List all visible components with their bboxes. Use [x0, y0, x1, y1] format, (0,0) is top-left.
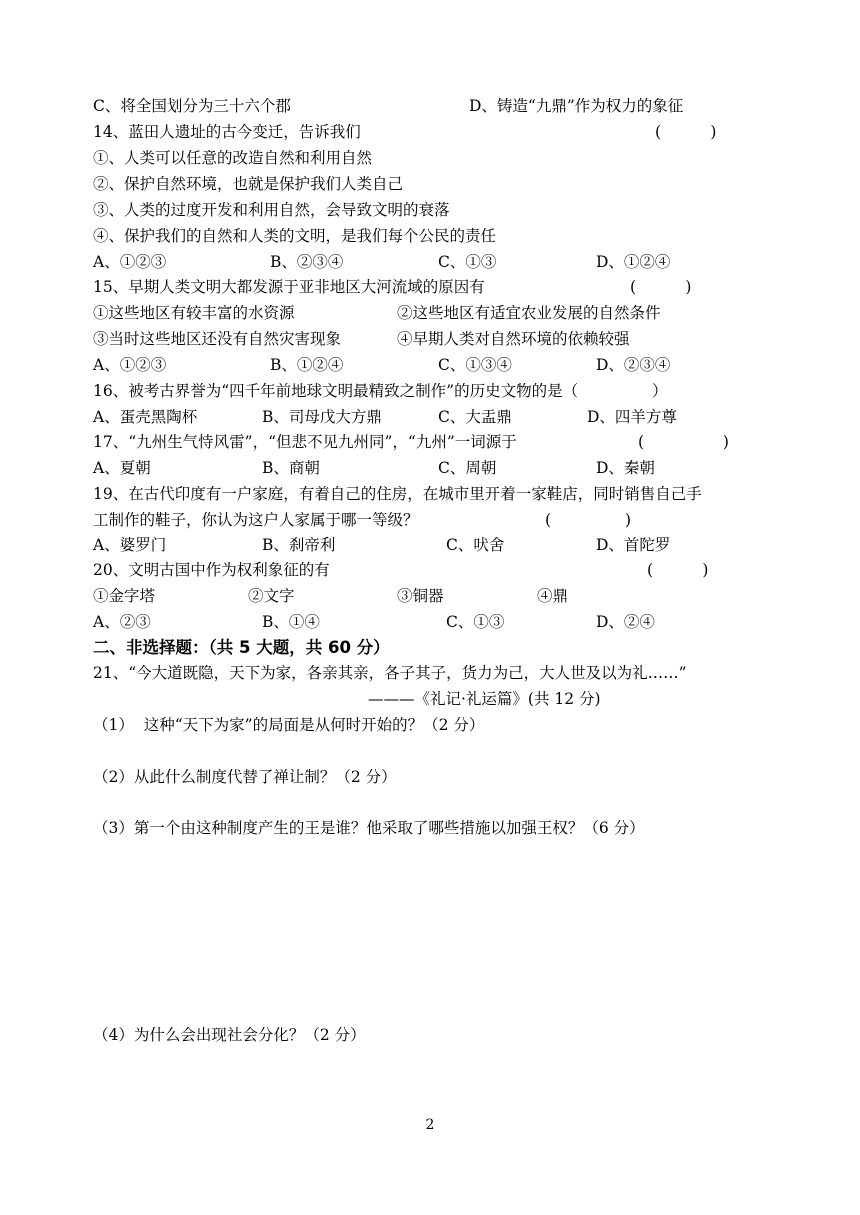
q14-option-b: B、②③④: [270, 253, 344, 271]
section-heading: 二、非选择题：（共 5 大题，共 60 分）: [93, 638, 390, 657]
q14-item-3: ③、人类的过度开发和利用自然，会导致文明的衰落: [93, 201, 450, 219]
q21-sub-question-1: （1） 这种“天下为家”的局面是从何时开始的？（2 分）: [93, 716, 485, 734]
q15-option-d: D、②③④: [596, 356, 671, 374]
q15-option-c: C、①③④: [438, 356, 512, 374]
q19-answer-blank: ( ): [545, 511, 631, 529]
q14-option-a: A、①②③: [93, 253, 167, 271]
q20-option-a: A、②③: [93, 613, 151, 631]
q15-option-a: A、①②③: [93, 356, 167, 374]
q19-option-a: A、婆罗门: [93, 536, 167, 554]
q17-option-b: B、商朝: [262, 459, 320, 477]
q17-stem: 17、“九州生气恃风雷”，“但悲不见九州同”，“九州”一词源于: [93, 433, 517, 451]
q21-sub-question-4: （4）为什么会出现社会分化？（2 分）: [93, 1026, 366, 1044]
q20-item-2: ②文字: [248, 587, 295, 605]
q15-item-3: ③当时这些地区还没有自然灾害现象: [93, 330, 342, 348]
q21-quote: 21、“今大道既隐，天下为家，各亲其亲，各子其子，货力为己，大人世及以为礼……”: [93, 664, 687, 682]
q20-option-d: D、②④: [596, 613, 655, 631]
q15-option-b: B、①②④: [270, 356, 344, 374]
q20-item-3: ③铜器: [397, 587, 444, 605]
q20-answer-blank: ( ): [647, 561, 709, 579]
q16-option-d: D、四羊方尊: [587, 408, 677, 426]
q15-item-4: ④早期人类对自然环境的依赖较强: [397, 330, 630, 348]
q16-option-a: A、蛋壳黑陶杯: [93, 408, 198, 426]
q17-answer-blank: ( ): [638, 433, 729, 451]
q20-item-1: ①金字塔: [93, 587, 156, 605]
q17-option-a: A、夏朝: [93, 459, 151, 477]
q16-option-b: B、司母戊大方鼎: [262, 408, 382, 426]
q19-option-b: B、刹帝利: [262, 536, 336, 554]
q15-item-1: ①这些地区有较丰富的水资源: [93, 304, 295, 322]
q14-item-1: ①、人类可以任意的改造自然和利用自然: [93, 149, 373, 167]
q20-option-b: B、①④: [262, 613, 320, 631]
q20-item-4: ④鼎: [537, 587, 569, 605]
q16-option-c: C、大盂鼎: [438, 408, 512, 426]
q17-option-d: D、秦朝: [596, 459, 655, 477]
q14-stem: 14、蓝田人遗址的古今变迁，告诉我们: [93, 123, 361, 141]
q19-stem-line-2: 工制作的鞋子，你认为这户人家属于哪一等级？: [93, 511, 419, 529]
q16-stem: 16、被考古界誉为“四千年前地球文明最精致之制作”的历史文物的是（ ）: [93, 382, 668, 400]
q15-answer-blank: ( ): [630, 278, 692, 296]
q13-option-d: D、铸造“九鼎”作为权力的象征: [469, 97, 684, 115]
q15-item-2: ②这些地区有适宜农业发展的自然条件: [397, 304, 661, 322]
q14-option-c: C、①③: [438, 253, 497, 271]
page-number: 2: [425, 1117, 435, 1133]
q17-option-c: C、周朝: [438, 459, 497, 477]
q19-option-c: C、吠舍: [446, 536, 505, 554]
q20-stem: 20、文明古国中作为权利象征的有: [93, 561, 330, 579]
q19-stem-line-1: 19、在古代印度有一户家庭，有着自己的住房，在城市里开着一家鞋店，同时销售自己手: [93, 485, 702, 503]
q19-option-d: D、首陀罗: [596, 536, 671, 554]
q21-source: ———《礼记·礼运篇》(共 12 分): [368, 690, 601, 708]
q14-item-4: ④、保护我们的自然和人类的文明，是我们每个公民的责任: [93, 227, 497, 245]
q21-sub-question-3: （3）第一个由这种制度产生的王是谁？他采取了哪些措施以加强王权？（6 分）: [93, 819, 645, 837]
q14-item-2: ②、保护自然环境，也就是保护我们人类自己: [93, 175, 404, 193]
q13-option-c: C、将全国划分为三十六个郡: [93, 97, 291, 115]
q14-option-d: D、①②④: [596, 253, 671, 271]
q21-sub-question-2: （2）从此什么制度代替了禅让制？（2 分）: [93, 768, 397, 786]
q20-option-c: C、①③: [446, 613, 505, 631]
q15-stem: 15、早期人类文明大都发源于亚非地区大河流域的原因有: [93, 278, 485, 296]
q14-answer-blank: ( ): [655, 123, 717, 141]
